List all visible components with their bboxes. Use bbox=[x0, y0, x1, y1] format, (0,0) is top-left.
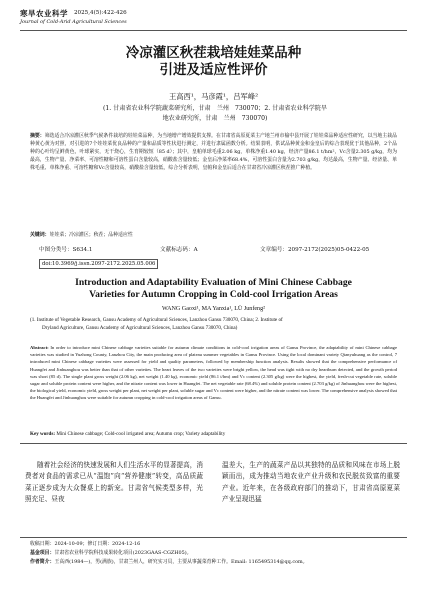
title-cn bbox=[0, 45, 427, 79]
journal-issue: 2025,4(5):422-426 bbox=[74, 10, 127, 16]
abstract-en-label: Abstract: bbox=[30, 345, 49, 350]
affiliation-cn-line-1: (1. 甘肃省农业科学院蔬菜研究所，甘肃 兰州 730070；2. 甘肃省农业科学院旱 bbox=[103, 105, 327, 112]
keywords-en-text: Mini Chinese cabbage; Cold-cool irrigated area; Autumn crop; Variety adaptability bbox=[56, 431, 226, 437]
title-cn-line-2: 引进及适应性评价 bbox=[159, 62, 268, 78]
affiliations-en bbox=[30, 316, 397, 332]
authors-en: WANG Gaoxi¹, MA Yanxia¹, LÜ Junfeng² bbox=[162, 306, 265, 312]
abstract-cn bbox=[30, 132, 397, 172]
affiliation-en-line-1: (1. Institute of Vegetable Research, Gansu Academy of Agricultural Sciences, Lanzhou Gansu 730070, China; 2. Institute of bbox=[30, 317, 283, 323]
title-en-line-2: Varieties for Autumn Cropping in Cold-cool Irrigation Areas bbox=[89, 289, 338, 300]
doi: doi:10.3969/j.issn.2097-2172.2025.05.006 bbox=[39, 259, 158, 269]
footnote-received: 收稿日期：2024-10-09；修订日期：2024-12-16 bbox=[30, 541, 141, 547]
keywords-en bbox=[30, 431, 397, 437]
keywords-cn-label: 关键词： bbox=[30, 232, 50, 238]
footnote-rule bbox=[20, 537, 407, 538]
abstract-en bbox=[30, 344, 397, 402]
journal-name-en: Journal of Cold-Arid Agricultural Sciences bbox=[20, 19, 127, 25]
abstract-cn-text: 筛选适合冷凉灌区秋季气候条件栽培的娃娃菜品种，为当地增产增效提供支撑。在甘肃省高原夏菜主产地兰州市榆中县开展了娃娃菜品种适应性研究，以当地主栽品种黄心黄为对照，对引进的7个娃娃菜优良品种的产量和品质等性状进行测定，并进行隶属函数分析。结果表明，供试品种黄金和金皇后的综合表现优于其他品种，2个品种的心叶均呈鲜黄色，叶球紧实，无干烧心，生育期较短（85 d）；其中，皇帕单球毛重2.06 kg，单株净重1.40 kg，经济产量86.1 t/hm²，Vc含量2.305 g/kg，均为最高，生物产量、净菜率、可溶性糖和可溶性蛋白含量较高，硝酸盐含量较低；金皇后净菜率68.4%，可溶性蛋白含量为2.703 g/kg，均达最高，生物产量、经济量、单株毛重、单株净重、可溶性糖和Vc含量较高，硝酸盐含量较低，综合分析表明，皇帕和金皇后适合在甘肃省冷凉灌区秋茬推广种植。 bbox=[30, 133, 397, 171]
keywords-en-label: Key words: bbox=[30, 431, 56, 437]
footnote-author-bio bbox=[30, 559, 410, 567]
affiliations-cn bbox=[60, 104, 370, 124]
keywords-cn-text: 娃娃菜；冷凉灌区；秋茬；品种适应性 bbox=[49, 232, 133, 238]
abstract-en-text: In order to introduce mini Chinese cabbage varieties suitable for autumn climate conditions in cold-cool irrigation areas of Gansu Province, the adaptability of mini Chinese cabbage varieties was studied in Yuzhong County, Lanzhou City, the main producing area of plateau summer vegetables in Gansu Province. Using the local dominant variety Qianyuhuang as the control, 7 introduced mini Chinese cabbage varieties were assessed for yield and quality parameters, followed by membership function analysis. Results showed that the comprehensive performance of Huangfei and Jinhuanghou was better than that of other varieties. The heart leaves of the two varieties were bright yellow, the head was tight with no dry heartburn detected, and the growth period was short (85 d). The single plant gross weight (2.06 kg), net weight (1.40 kg), economic yield (86.1 t/hm) and Vc content (2.305 g/kg) were the highest, the yield, fresh-cut vegetable rate, soluble sugar and soluble protein content were higher, and the nitrate content was lower in Huangfei. The net vegetable rate (68.4%) and soluble protein content (2.703 g/kg) of Jinhuanghou were the highest, the biological yield, economic yield, gross weight per plant, net weight per plant, soluble sugar and Vc content were higher, and the nitrate content was lower. The comprehensive analysis showed that the Huangfei and Jinhuanghou were suitable for autumn cropping in cold-cool irrigation areas of Gansu. bbox=[30, 345, 397, 401]
article-number: 文章编号：2097-2172(2025)05-0422-05 bbox=[260, 247, 370, 253]
section-rule bbox=[20, 443, 407, 444]
running-header bbox=[20, 7, 407, 19]
body-column-left: 随着社会经济的快速发展和人们生活水平的显著提高，消费者对食品的需求已从“温饱”向“营养健康”转变，高品质蔬菜正逐步成为大众餐桌上的新宠。甘肃省气候类型多样，光照充足、昼夜 bbox=[25, 461, 203, 504]
footnote-fund-text: 甘肃省农业科学院科技成果转化项目(2023GAAS-CGZH05)。 bbox=[54, 550, 192, 556]
affiliation-cn-line-2: 地农业研究所，甘肃 兰州 730070) bbox=[162, 115, 268, 122]
title-cn-line-1: 冷凉灌区秋茬栽培娃娃菜品种 bbox=[125, 45, 302, 61]
footnote-bio-label: 作者简介： bbox=[30, 559, 55, 565]
footnote-fund bbox=[30, 550, 410, 558]
journal-name-cn: 寒旱农业科学 bbox=[20, 8, 68, 18]
body-column-right: 温差大，生产的蔬菜产品以其独特的品质和风味在市场上脱颖而出，成为推动当地农业产业升级和农民脱贫致富的重要产业。近年来，在各级政府部门的推动下，甘肃省高原夏菜产业呈现迅猛 bbox=[222, 461, 400, 504]
title-en bbox=[0, 277, 427, 301]
clc-number: 中图分类号：S634.1 bbox=[39, 247, 93, 253]
document-code: 文献标志码：A bbox=[160, 247, 198, 253]
footnote-fund-label: 基金项目： bbox=[30, 550, 55, 556]
header-rule bbox=[20, 30, 407, 31]
title-en-line-1: Introduction and Adaptability Evaluation of Mini Chinese Cabbage bbox=[75, 277, 352, 288]
keywords-cn bbox=[30, 231, 397, 238]
authors-cn: 王高西¹，马彦霞¹，吕军峰² bbox=[168, 92, 259, 101]
abstract-cn-label: 摘要： bbox=[30, 133, 45, 139]
affiliation-en-line-2: Dryland Agriculture, Gansu Academy of Agricultural Sciences, Lanzhou Gansu 730070, China) bbox=[42, 325, 238, 331]
footnote-bio-text: 王高西(1984—)，男(满族)，甘肃兰州人，研究实习员，主要从事蔬菜育种工作。Email: 1165495314@qq.com。 bbox=[54, 559, 308, 565]
